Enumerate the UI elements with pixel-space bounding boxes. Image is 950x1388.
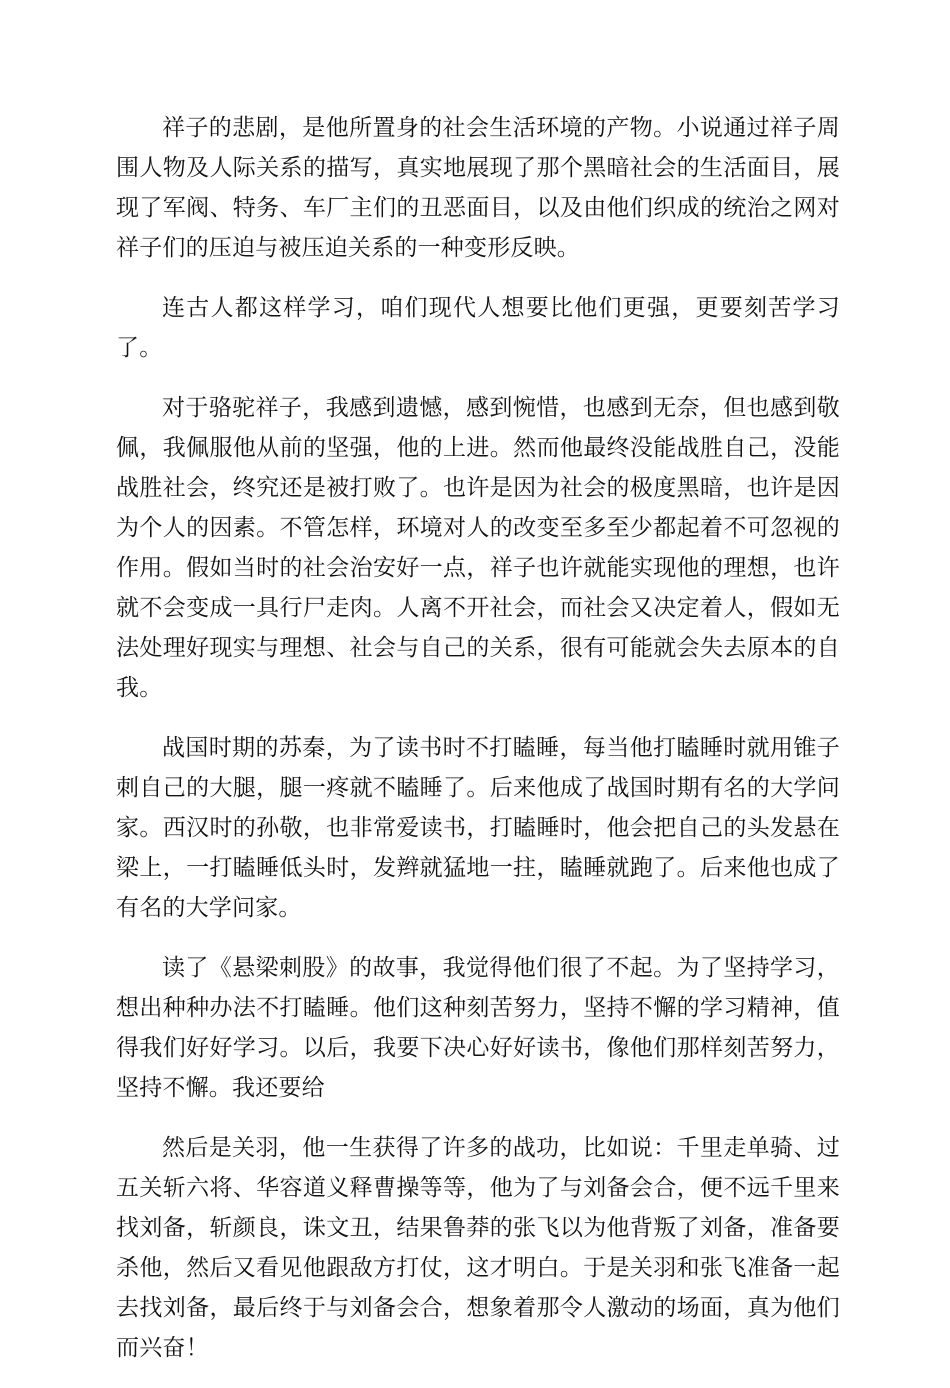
- paragraph-1: 祥子的悲剧，是他所置身的社会生活环境的产物。小说通过祥子周围人物及人际关系的描写，真实地展现了那个黑暗社会的生活面目，展现了军阀、特务、车厂主们的丑恶面目，以及由他们织成的统治之网对祥子们的压迫与被压迫关系的一种变形反映。: [116, 115, 840, 261]
- paragraph-5: 读了《悬梁刺股》的故事，我觉得他们很了不起。为了坚持学习，想出种种办法不打瞌睡。他们这种刻苦努力，坚持不懈的学习精神，值得我们好好学习。以后，我要下决心好好读书，像他们那样刻苦努力，坚持不懈。我还要给: [116, 955, 840, 1101]
- paragraph-6: 然后是关羽，他一生获得了许多的战功，比如说：千里走单骑、过五关斩六将、华容道义释曹操等等，他为了与刘备会合，便不远千里来找刘备，斩颜良，诛文丑，结果鲁莽的张飞以为他背叛了刘备，准备要杀他，然后又看见他跟敌方打仗，这才明白。于是关羽和张飞准备一起去找刘备，最后终于与刘备会合，想象着那令人激动的场面，真为他们而兴奋！: [116, 1135, 840, 1361]
- paragraph-3: 对于骆驼祥子，我感到遗憾，感到惋惜，也感到无奈，但也感到敬佩，我佩服他从前的坚强，他的上进。然而他最终没能战胜自己，没能战胜社会，终究还是被打败了。也许是因为社会的极度黑暗，也许是因为个人的因素。不管怎样，环境对人的改变至多至少都起着不可忽视的作用。假如当时的社会治安好一点，祥子也许就能实现他的理想，也许就不会变成一具行尸走肉。人离不开社会，而社会又决定着人，假如无法处理好现实与理想、社会与自己的关系，很有可能就会失去原本的自我。: [116, 395, 840, 701]
- paragraph-4: 战国时期的苏秦，为了读书时不打瞌睡，每当他打瞌睡时就用锥子刺自己的大腿，腿一疼就不瞌睡了。后来他成了战国时期有名的大学问家。西汉时的孙敬，也非常爱读书，打瞌睡时，他会把自己的头发悬在梁上，一打瞌睡低头时，发辫就猛地一拄，瞌睡就跑了。后来他也成了有名的大学问家。: [116, 735, 840, 921]
- paragraph-2: 连古人都这样学习，咱们现代人想要比他们更强，更要刻苦学习了。: [116, 295, 840, 361]
- document-body: [116, 108, 840, 1388]
